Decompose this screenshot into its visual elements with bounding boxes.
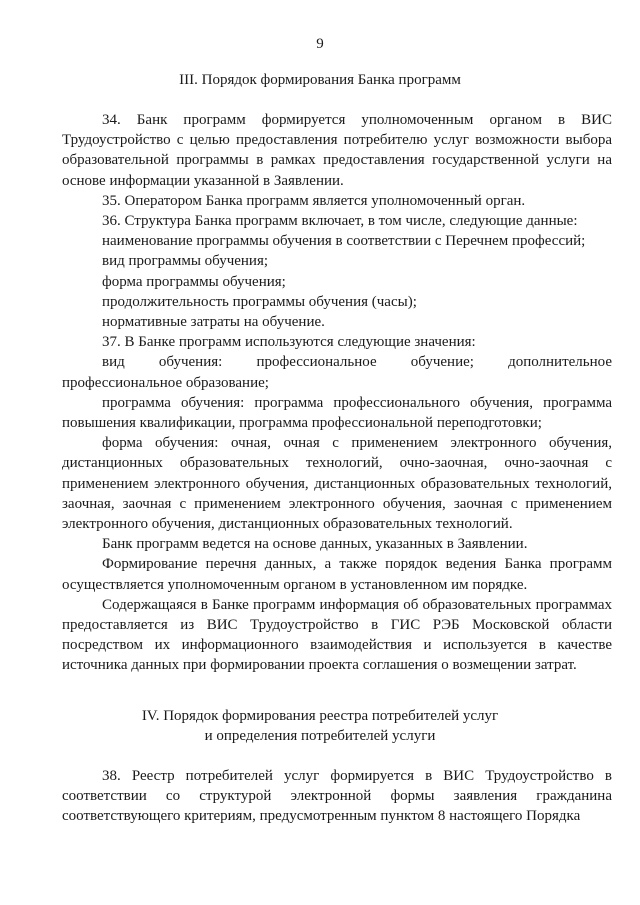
paragraph-35: 35. Оператором Банка программ является уполномоченный орган. — [102, 192, 526, 209]
paragraph-36: 36. Структура Банка программ включает, в том числе, следующие данные: — [102, 213, 578, 230]
section-4-body — [62, 766, 612, 827]
list-item: наименование программы обучения в соответствии с Перечнем профессий; — [102, 233, 586, 250]
list-item: форма программы обучения; — [102, 273, 286, 290]
section-4-heading-line-1: IV. Порядок формирования реестра потребителей услуг — [141, 708, 499, 724]
list-item: вид программы обучения; — [102, 253, 269, 270]
paragraph-37-vid: вид обучения: профессиональное обучение; дополнительное профессиональное образование; — [62, 354, 612, 391]
paragraph-bank: Банк программ ведется на основе данных, указанных в Заявлении. — [102, 536, 528, 553]
paragraph-38: 38. Реестр потребителей услуг формируется в ВИС Трудоустройство в соответствии со структурой электронной формы заявления гражданина соответствующего критериям, предусмотренным пунктом 8 настоящего Порядка — [62, 768, 612, 825]
section-4-heading-line-2: и определения потребителей услуги — [204, 728, 436, 744]
page-number: 9 — [316, 36, 324, 52]
paragraph-37: 37. В Банке программ используются следующие значения: — [102, 334, 476, 351]
section-3-heading: III. Порядок формирования Банка программ — [179, 72, 461, 88]
paragraph-37-programma: программа обучения: программа профессионального обучения, программа повышения квалификации, программа профессиональной переподготовки; — [62, 394, 612, 432]
paragraph-formirovanie: Формирование перечня данных, а также порядок ведения Банка программ осуществляется уполномоченным органом в установленном им порядке. — [62, 556, 612, 593]
section-3-body — [62, 110, 612, 676]
list-item: продолжительность программы обучения (часы); — [102, 293, 417, 310]
paragraph-34: 34. Банк программ формируется уполномоченным органом в ВИС Трудоустройство с целью предоставления потребителю услуг возможности выбора образовательной программы в рамках предоставления государственной услуги на основе информации указанной в Заявлении. — [62, 112, 612, 189]
list-item: нормативные затраты на обучение. — [102, 314, 325, 331]
paragraph-37-forma: форма обучения: очная, очная с применением электронного обучения, дистанционных образовательных технологий, очно-заочная, очно-заочная с применением электронного обучения, дистанционных образовательных технологий, заочная, заочная с применением электронного обучения, заочная с применением электронного обучения, дистанционных образовательных технологий. — [62, 435, 612, 533]
paragraph-soderzhashchayasya: Содержащаяся в Банке программ информация об образовательных программах предоставляется из ВИС Трудоустройство в ГИС РЭБ Московской области посредством их информационного взаимодействия и используется в качестве источника данных при формировании проекта соглашения о возмещении затрат. — [62, 596, 612, 674]
